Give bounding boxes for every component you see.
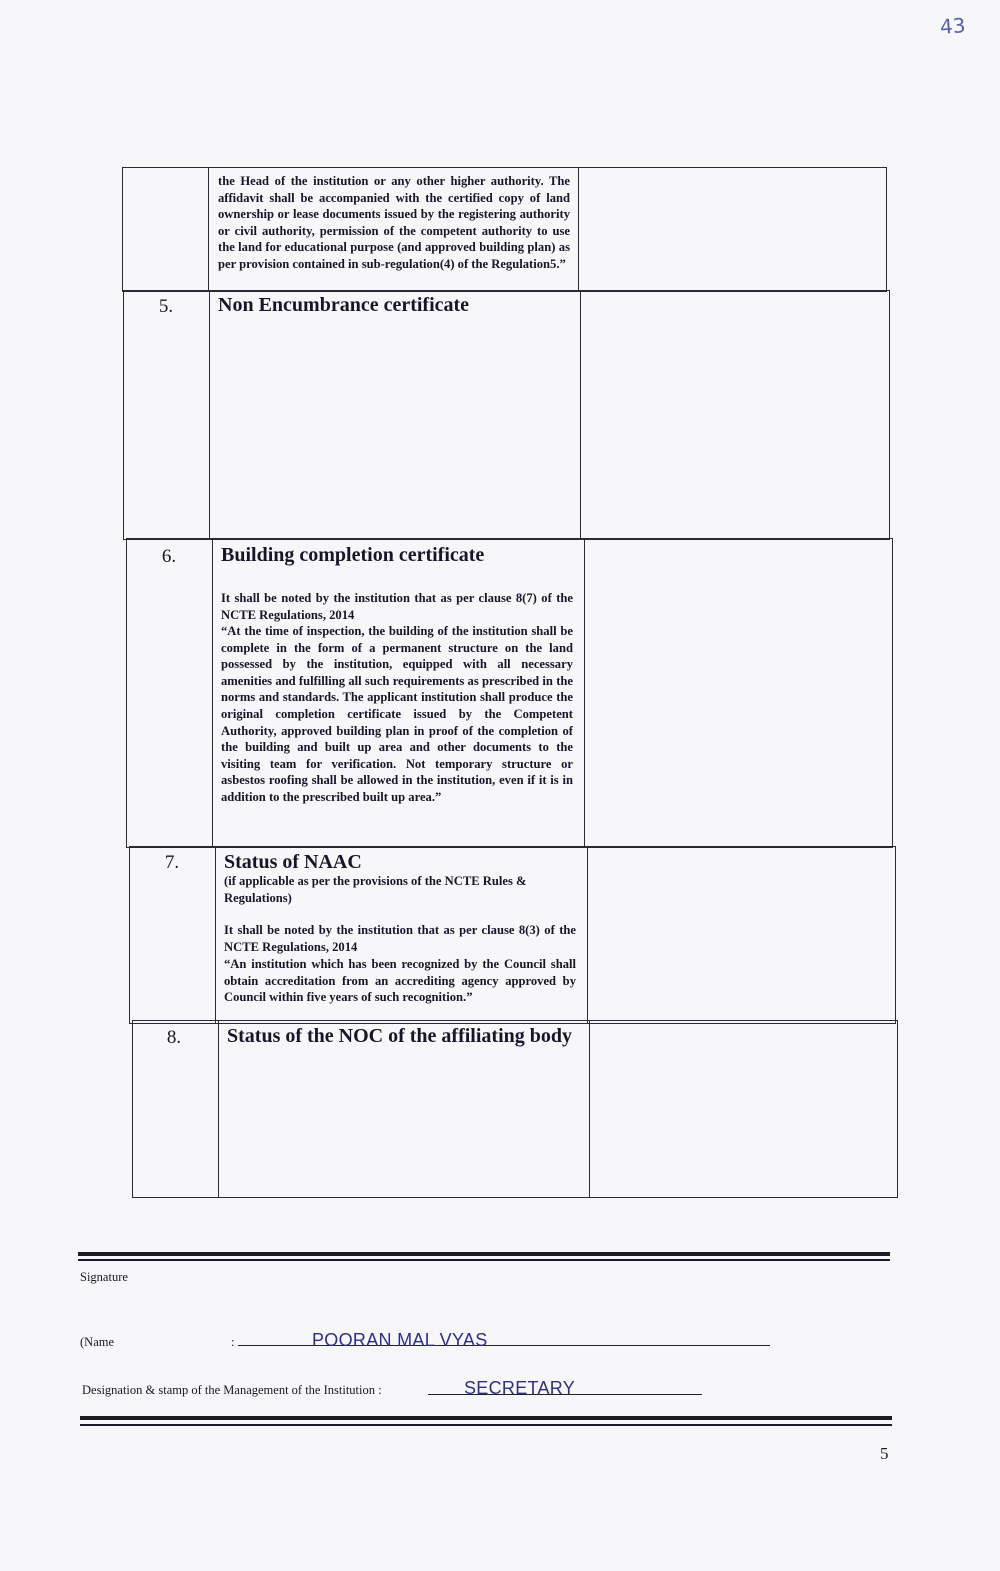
page-marker-handwritten: 43 [939, 13, 967, 39]
name-label: (Name [80, 1335, 115, 1349]
row-note: It shall be noted by the institution that as per clause 8(3) of the NCTE Regulations, 2014 [224, 923, 576, 954]
row-heading: Non Encumbrance certificate [218, 294, 470, 316]
name-colon: : [231, 1335, 235, 1349]
row-note: It shall be noted by the institution that as per clause 8(7) of the NCTE Regulations, 2014 [221, 591, 573, 622]
name-value-handwritten: POORAN MAL VYAS [312, 1330, 488, 1350]
row-heading: Status of NAAC [224, 851, 362, 873]
column-divider [578, 167, 579, 292]
row-subheading: (if applicable as per the provisions of the NCTE Rules & Regulations) [224, 874, 527, 905]
column-divider [215, 846, 216, 1024]
row-number: 7. [164, 852, 180, 873]
column-divider [218, 1020, 219, 1198]
column-divider [212, 538, 213, 848]
column-divider [580, 290, 581, 540]
column-divider [589, 1020, 590, 1198]
row-quote: “An institution which has been recognized by the Council shall obtain accreditation from an accrediting agency approved by Council within five years of such recognition.” [224, 957, 576, 1005]
column-divider [584, 538, 585, 848]
row-heading: Status of the NOC of the affiliating body [227, 1025, 573, 1047]
row-number: 8. [166, 1027, 182, 1048]
footer-rule-bottom-thin [80, 1424, 892, 1426]
column-divider [587, 846, 588, 1024]
signature-label: Signature [80, 1270, 128, 1284]
footer-rule-bottom [80, 1416, 892, 1420]
column-divider [209, 290, 210, 540]
designation-label: Designation & stamp of the Management of the Institution : [82, 1383, 382, 1397]
row-continuation-text: the Head of the institution or any other higher authority. The affidavit shall be accompanied with the certified copy of land ownership or lease documents issued by the registering authority or civil authority, permission of the competent authority to use the land for educational purpose (and approved building plan) as per provision contained in sub-regulation(4) of the Regulation5.” [218, 174, 570, 271]
footer-rule-top [78, 1252, 890, 1256]
row-heading: Building completion certificate [221, 544, 485, 566]
page-number: 5 [880, 1444, 889, 1463]
table-row [123, 290, 890, 540]
row-quote: “At the time of inspection, the building of the institution shall be complete in the form of a permanent structure on the land possessed by the institution, equipped with all necessary amenities and fulfilling all such requirements as prescribed in the norms and standards. The applicant institution shall produce the original completion certificate issued by the Competent Authority, approved building plan in proof of the completion of the building and built up area and other documents to the visiting team for verification. Not temporary structure or asbestos roofing shall be allowed in the institution, even if it is in addition to the prescribed built up area.” [221, 624, 573, 804]
row-number: 6. [161, 546, 177, 567]
column-divider [208, 167, 209, 292]
row-number: 5. [158, 296, 174, 317]
designation-value-handwritten: SECRETARY [464, 1378, 576, 1398]
footer-rule-top-thin [78, 1259, 890, 1261]
